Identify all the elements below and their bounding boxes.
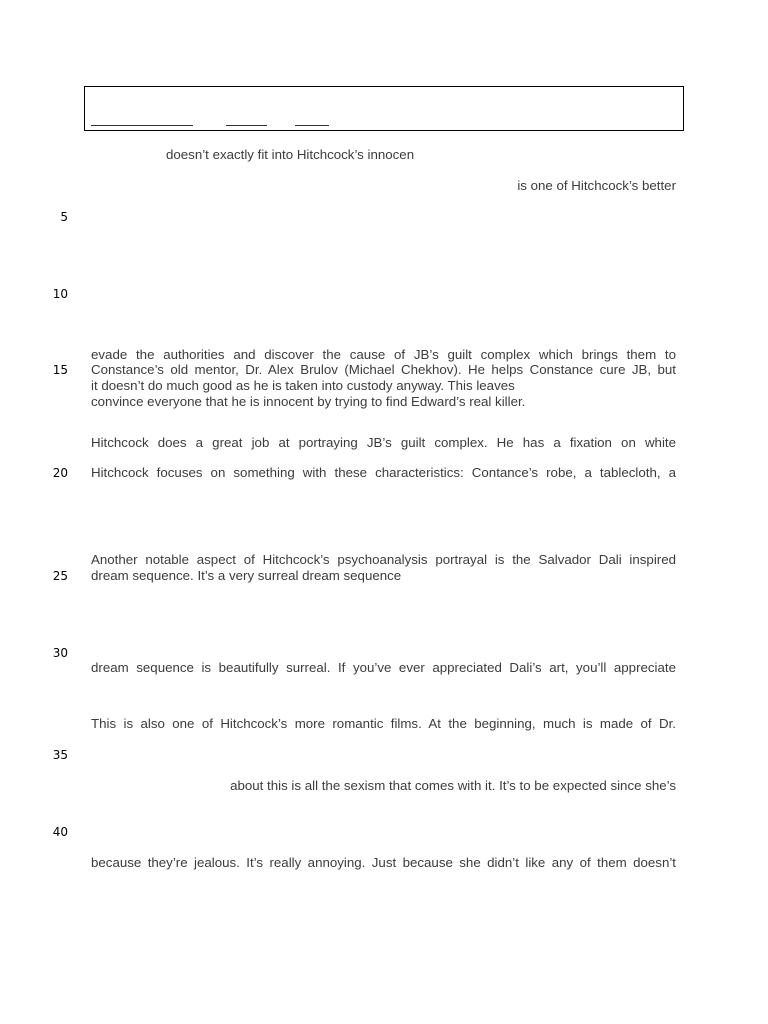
text-line: dream sequence. It’s a very surreal dream sequence bbox=[91, 568, 402, 583]
header-blank-line bbox=[226, 125, 267, 126]
text-line: convince everyone that he is innocent by trying to find Edward’s real killer. bbox=[91, 394, 526, 409]
line-number: 25 bbox=[52, 569, 68, 583]
line-number: 20 bbox=[52, 466, 68, 480]
text-line: evade the authorities and discover the cause of JB’s guilt complex which brings them to bbox=[91, 347, 676, 362]
line-number: 40 bbox=[52, 825, 68, 839]
text-line: Hitchcock does a great job at portraying JB’s guilt complex. He has a fixation on white bbox=[91, 435, 676, 450]
text-line: about this is all the sexism that comes with it. It’s to be expected since she’s bbox=[230, 778, 676, 793]
text-line: because they’re jealous. It’s really annoying. Just because she didn’t like any of them doesn’t bbox=[91, 855, 676, 870]
line-number: 35 bbox=[52, 748, 68, 762]
text-line: dream sequence is beautifully surreal. If you’ve ever appreciated Dali’s art, you’ll appreciate bbox=[91, 660, 676, 675]
line-number: 5 bbox=[60, 210, 68, 224]
text-line: Constance’s old mentor, Dr. Alex Brulov (Michael Chekhov). He helps Constance cure JB, but bbox=[91, 362, 676, 377]
text-line: it doesn’t do much good as he is taken into custody anyway. This leaves bbox=[91, 378, 515, 393]
line-number: 30 bbox=[52, 646, 68, 660]
text-line: This is also one of Hitchcock’s more romantic films. At the beginning, much is made of Dr. bbox=[91, 716, 676, 731]
text-line: Hitchcock focuses on something with these characteristics: Contance’s robe, a tablecloth, a bbox=[91, 465, 676, 480]
text-line: is one of Hitchcock’s better bbox=[517, 178, 676, 193]
line-number: 10 bbox=[52, 287, 68, 301]
header-box bbox=[84, 86, 684, 131]
header-blank-line bbox=[91, 125, 193, 126]
text-line: Another notable aspect of Hitchcock’s psychoanalysis portrayal is the Salvador Dali inspired bbox=[91, 552, 676, 567]
line-number: 15 bbox=[52, 363, 68, 377]
text-line: doesn’t exactly fit into Hitchcock’s innocen bbox=[166, 147, 415, 162]
header-blank-line bbox=[295, 125, 329, 126]
